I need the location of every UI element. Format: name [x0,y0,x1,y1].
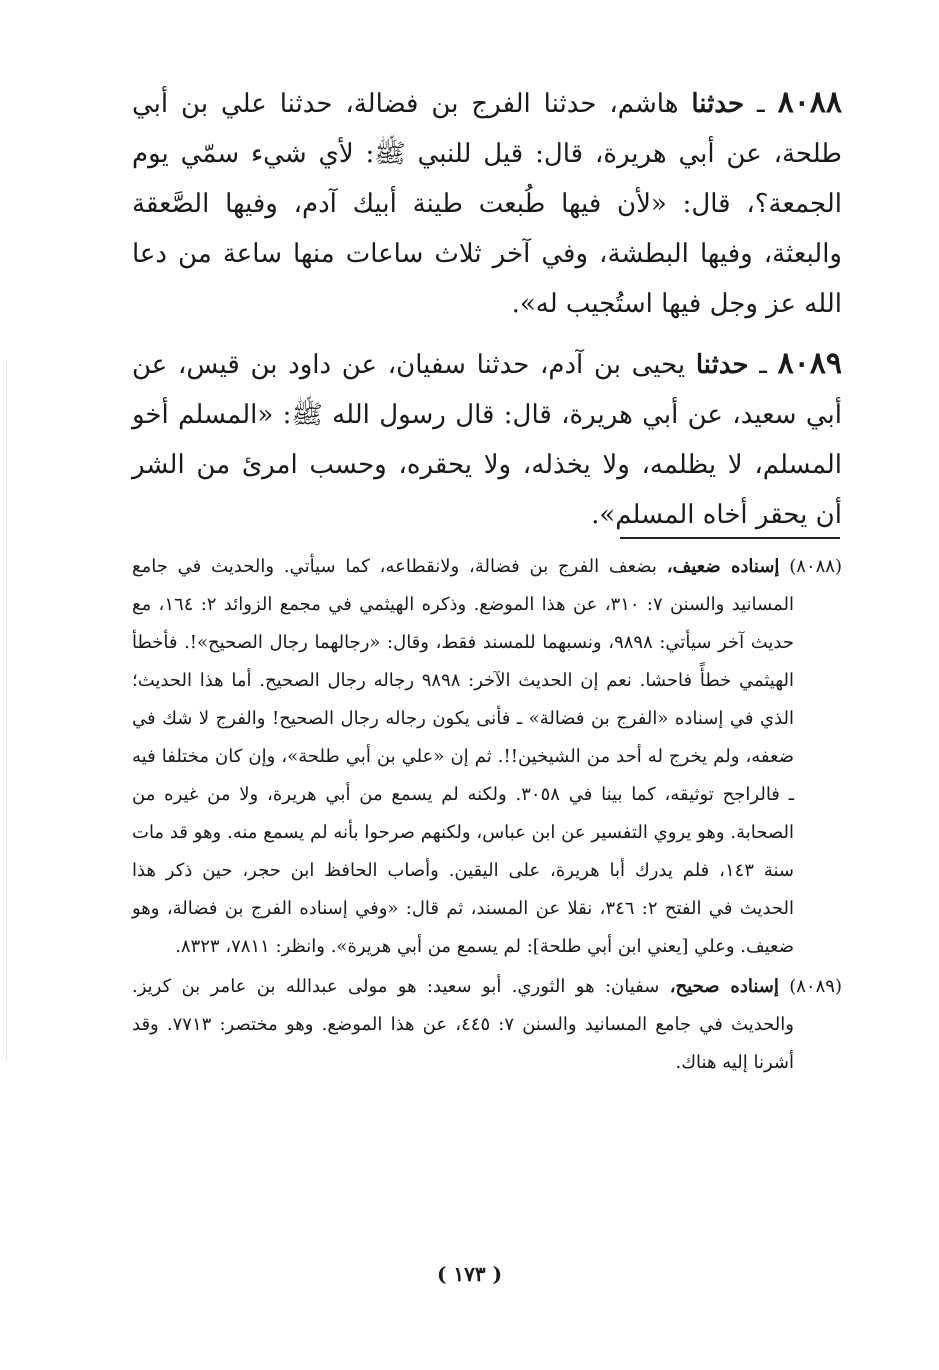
footnote-number: (٨٠٨٨) [789,556,842,577]
footnote-text: سفيان: هو الثوري. أبو سعيد: هو مولى عبدالله بن عامر بن كريز. والحديث في جامع المسانيد والسنن ٧: ٤٤٥، عن هذا الموضع. وهو مختصر: ٧٧١٣. وقد أشرنا إليه هناك. [132,976,794,1073]
hadith-text: هاشم، حدثنا الفرج بن فضالة، حدثنا علي بن أبي طلحة، عن أبي هريرة، قال: قيل للنبي ﷺ: لأي شيء سمّي يوم الجمعة؟، قال: «لأن فيها طُبعت طينة أبيك آدم، وفيها الصَّعقة والبعثة، وفيها البطشة، وفي آخر ثلاث ساعات منها ساعة من دعا الله عز وجل فيها استُجيب له». [132,89,842,319]
footnote-grade: إسناده صحيح، [669,976,779,997]
hadith-dash: ـ [757,89,765,119]
hadith-8088 [132,78,842,329]
scan-margin-line [6,360,7,1060]
hadith-narrator-word: حدثنا [695,350,749,380]
footnote-8088 [132,548,842,966]
hadith-narrator-word: حدثنا [691,89,745,119]
footnote-8089 [132,968,842,1082]
hadith-number: ٨٠٨٩ [777,346,843,381]
footnotes [132,548,842,1084]
footnote-grade: إسناده ضعيف، [666,556,780,577]
hadith-number: ٨٠٨٨ [777,85,843,120]
main-text [132,78,842,550]
footnote-text: بضعف الفرج بن فضالة، ولانقطاعه، كما سيأتي. والحديث في جامع المسانيد والسنن ٧: ٣١٠، عن هذا الموضع. وذكره الهيثمي في مجمع الزوائد ٢: ١٦٤، مع حديث آخر سيأتي: ٩٨٩٨، ونسبهما للمسند فقط، وقال: «رجالهما رجال الصحيح»!. فأخطأ الهيثمي خطأً فاحشا. نعم إن الحديث الآخر: ٩٨٩٨ رجاله رجال الصحيح. أما هذا الحديث؛ الذي في إسناده «الفرج بن فضالة» ـ فأنى يكون رجاله رجال الصحيح! والفرج لا شك في ضعفه، ولم يخرج له أحد من الشيخين!!. ثم إن «علي بن أبي طلحة»، وإن كان مختلفا فيه ـ فالراجح توثيقه، كما بينا في ٣٠٥٨. ولكنه لم يسمع من أبي هريرة، ولا من غيره من الصحابة. وهو يروي التفسير عن ابن عباس، ولكنهم صرحوا بأنه لم يسمع منه. وهو قد مات سنة ١٤٣، فلم يدرك أبا هريرة، على اليقين. وأصاب الحافظ ابن حجر، حين ذكر هذا الحديث في الفتح ٢: ٣٤٦، نقلا عن المسند، ثم قال: «وفي إسناده الفرج بن فضالة، وهو ضعيف. وعلي [يعني ابن أبي طلحة]: لم يسمع من أبي هريرة». وانظر: ٧٨١١، ٨٣٢٣. [132,556,794,957]
hadith-text: يحيى بن آدم، حدثنا سفيان، عن داود بن قيس، عن أبي سعيد، عن أبي هريرة، قال: قال رسول الله ﷺ: «المسلم أخو المسلم، لا يظلمه، ولا يخذله، ولا يحقره، وحسب امرئ من الشر أن يحقر أخاه المسلم». [132,350,842,530]
footnote-separator [620,537,840,539]
footnote-number: (٨٠٨٩) [789,976,842,997]
page-number: ( ١٧٣ ) [436,1262,503,1286]
hadith-8089 [132,339,842,540]
hadith-dash: ـ [759,350,767,380]
